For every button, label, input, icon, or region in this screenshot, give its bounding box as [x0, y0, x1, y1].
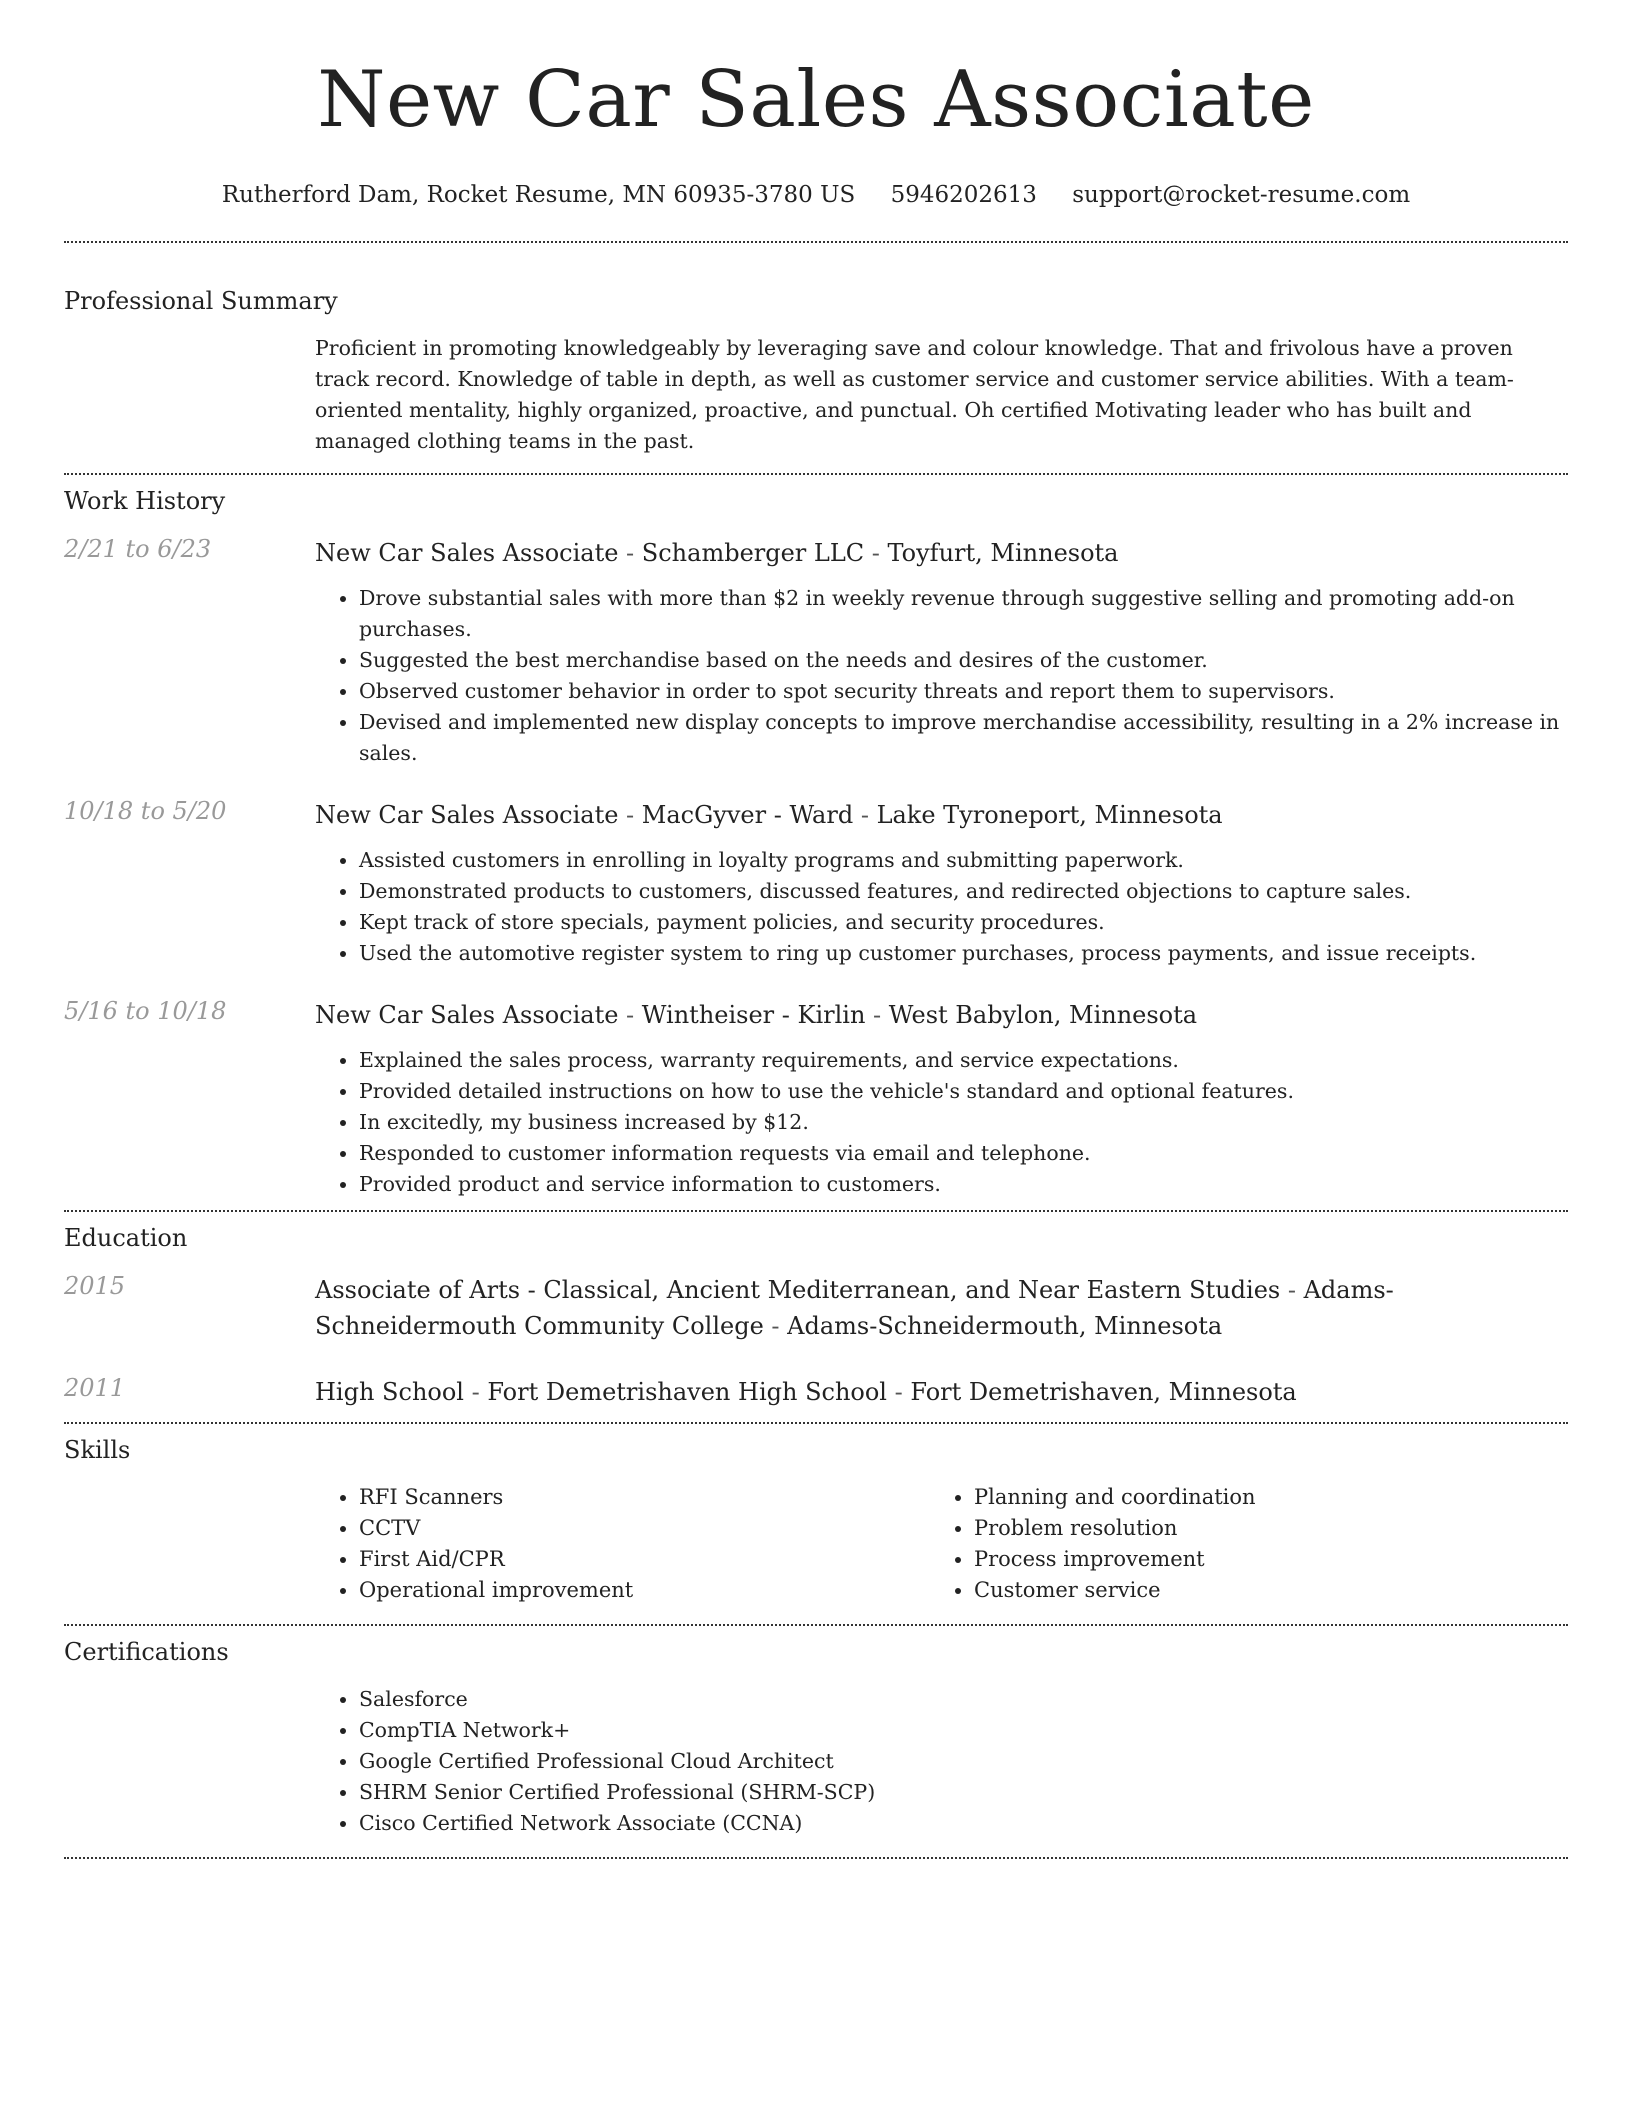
job-entry	[64, 997, 1568, 1200]
list-item: • Kept track of store specials, payment policies, and security procedures.	[359, 907, 1568, 938]
list-item: • First Aid/CPR	[359, 1544, 930, 1575]
certifications-list	[315, 1684, 1568, 1839]
divider	[64, 1857, 1568, 1859]
contact-address: Rutherford Dam, Rocket Resume, MN 60935-3780 US	[221, 182, 856, 208]
list-item: • Planning and coordination	[974, 1482, 1545, 1513]
job-location: West Babylon, Minnesota	[888, 1001, 1198, 1029]
job-bullets	[315, 845, 1568, 969]
list-item: • Cisco Certified Network Associate (CCNA)	[359, 1808, 1568, 1839]
job-role: New Car Sales Associate	[315, 1001, 619, 1029]
contact-phone: 5946202613	[890, 182, 1037, 208]
job-bullets	[315, 583, 1568, 769]
education-title: Education	[64, 1224, 188, 1252]
summary-text: Proficient in promoting knowledgeably by leveraging save and colour knowledge. That and frivolous have a proven track record. Knowledge of table in depth, as well as customer service and customer service abilities. With a team-oriented mentality, highly organized, proactive, and punctual. Oh certified Motivating leader who has built and managed clothing teams in the past.	[315, 336, 1514, 453]
education-entry	[64, 1272, 1568, 1344]
education-school: Adams-Schneidermouth Community College	[315, 1276, 1394, 1340]
list-item: • Process improvement	[974, 1544, 1545, 1575]
summary-body	[315, 333, 1568, 457]
list-item: • Operational improvement	[359, 1575, 930, 1606]
skills-column-left	[315, 1482, 930, 1606]
education-entry	[64, 1374, 1568, 1410]
education-degree: High School	[315, 1378, 464, 1406]
skills-column-right	[930, 1482, 1545, 1606]
job-company: MacGyver - Ward	[641, 801, 854, 829]
summary-title: Professional Summary	[64, 287, 338, 315]
list-item: • CompTIA Network+	[359, 1715, 1568, 1746]
work-history-title: Work History	[64, 487, 226, 515]
job-date: 2/21 to 6/23	[64, 535, 212, 563]
list-item: • Used the automotive register system to ring up customer purchases, process payments, and issue receipts.	[359, 938, 1568, 969]
job-location: Toyfurt, Minnesota	[887, 539, 1119, 567]
resume-page	[64, 0, 1568, 1859]
list-item: • Responded to customer information requests via email and telephone.	[359, 1138, 1568, 1169]
job-entry	[64, 797, 1568, 969]
job-date: 5/16 to 10/18	[64, 997, 227, 1025]
list-item: • Suggested the best merchandise based on the needs and desires of the customer.	[359, 645, 1568, 676]
list-item: • Salesforce	[359, 1684, 1568, 1715]
job-heading: New Car Sales Associate - MacGyver - Ward - Lake Tyroneport, Minnesota	[315, 801, 1223, 829]
list-item: • SHRM Senior Certified Professional (SHRM-SCP)	[359, 1777, 1568, 1808]
education-location: Adams-Schneidermouth, Minnesota	[787, 1312, 1223, 1340]
certifications-section	[64, 1626, 1568, 1839]
list-item: • Observed customer behavior in order to spot security threats and report them to supervisors.	[359, 676, 1568, 707]
job-role: New Car Sales Associate	[315, 801, 619, 829]
list-item: • Problem resolution	[974, 1513, 1545, 1544]
list-item: • In excitedly, my business increased by $12.	[359, 1107, 1568, 1138]
contact-email: support@rocket-resume.com	[1072, 182, 1411, 208]
skills-title: Skills	[64, 1436, 131, 1464]
job-company: Schamberger LLC	[641, 539, 865, 567]
education-degree: Associate of Arts - Classical, Ancient Mediterranean, and Near Eastern Studies	[315, 1276, 1281, 1304]
job-bullets	[315, 1045, 1568, 1200]
list-item: • RFI Scanners	[359, 1482, 930, 1513]
list-item: • Assisted customers in enrolling in loyalty programs and submitting paperwork.	[359, 845, 1568, 876]
list-item: • Provided product and service information to customers.	[359, 1169, 1568, 1200]
job-heading: New Car Sales Associate - Schamberger LLC - Toyfurt, Minnesota	[315, 539, 1119, 567]
job-entry	[64, 535, 1568, 769]
contact-line	[64, 182, 1568, 208]
resume-name-title: New Car Sales Associate	[317, 55, 1315, 145]
certifications-title: Certifications	[64, 1638, 229, 1666]
education-heading: Associate of Arts - Classical, Ancient Mediterranean, and Near Eastern Studies - Adams-Schneidermouth Community College - Adams-Schneidermouth, Minnesota	[315, 1276, 1394, 1340]
list-item: • CCTV	[359, 1513, 930, 1544]
list-item: • Devised and implemented new display concepts to improve merchandise accessibility, resulting in a 2% increase in sales.	[359, 707, 1568, 769]
job-heading: New Car Sales Associate - Wintheiser - Kirlin - West Babylon, Minnesota	[315, 1001, 1198, 1029]
education-heading: High School - Fort Demetrishaven High School - Fort Demetrishaven, Minnesota	[315, 1378, 1297, 1406]
list-item: • Google Certified Professional Cloud Architect	[359, 1746, 1568, 1777]
education-section	[64, 1212, 1568, 1410]
skills-columns	[315, 1482, 1568, 1606]
list-item: • Drove substantial sales with more than $2 in weekly revenue through suggestive selling and promoting add-on purchases.	[359, 583, 1568, 645]
education-location: Fort Demetrishaven, Minnesota	[910, 1378, 1297, 1406]
summary-section	[64, 243, 1568, 457]
education-school: Fort Demetrishaven High School	[487, 1378, 887, 1406]
job-role: New Car Sales Associate	[315, 539, 619, 567]
list-item: • Demonstrated products to customers, discussed features, and redirected objections to capture sales.	[359, 876, 1568, 907]
education-date: 2011	[64, 1374, 126, 1402]
list-item: • Customer service	[974, 1575, 1545, 1606]
work-history-section	[64, 475, 1568, 1200]
job-date: 10/18 to 5/20	[64, 797, 227, 825]
job-location: Lake Tyroneport, Minnesota	[876, 801, 1223, 829]
education-date: 2015	[64, 1272, 126, 1300]
job-company: Wintheiser - Kirlin	[641, 1001, 866, 1029]
skills-section	[64, 1424, 1568, 1606]
list-item: • Provided detailed instructions on how to use the vehicle's standard and optional features.	[359, 1076, 1568, 1107]
list-item: • Explained the sales process, warranty requirements, and service expectations.	[359, 1045, 1568, 1076]
